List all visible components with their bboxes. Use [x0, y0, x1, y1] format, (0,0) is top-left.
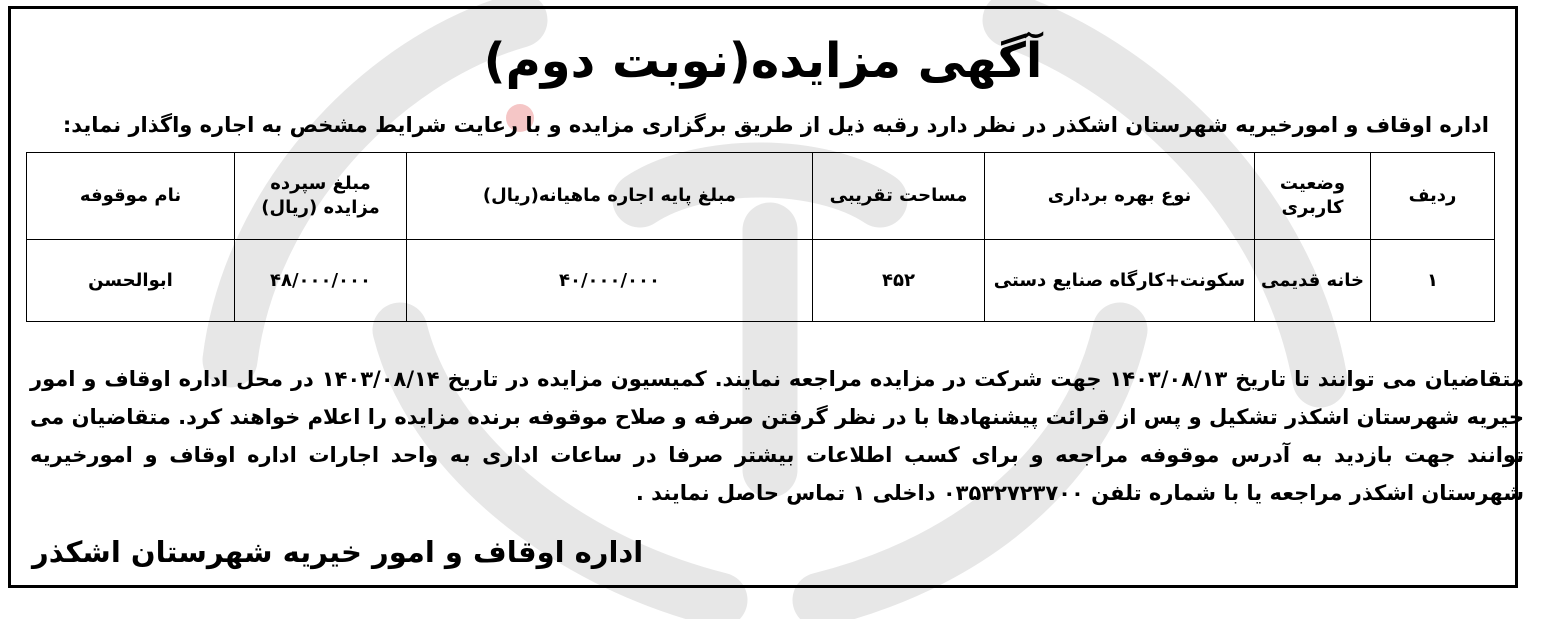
notice-body: متقاضیان می توانند تا تاریخ ۱۴۰۳/۰۸/۱۳ جهت شرکت در مزایده مراجعه نمایند. کمیسیون مزایده در تاریخ ۱۴۰۳/۰۸/۱۴ در محل اداره اوقاف و امور خیریه شهرستان اشکذر تشکیل و پس از قرائت پیشنهادها با در نظر گرفتن صرفه و صلاح موقوفه برنده مزایده را اعلام خواهند کرد. متقاضیان می توانند جهت بازدید به آدرس موقوفه مراجعه و برای کسب اطلاعات بیشتر صرفا در ساعات اداری به واحد اجارات اداره اوقاف و امورخیریه شهرستان اشکذر مراجعه یا با شماره تلفن ۰۳۵۳۲۷۲۳۷۰۰ داخلی ۱ تماس حاصل نمایند .	[30, 367, 1524, 505]
notice-intro: اداره اوقاف و امورخیریه شهرستان اشکذر در نظر دارد رقبه ذیل از طریق برگزاری مزایده و با رعایت شرایط مشخص به اجاره واگذار نماید:	[62, 113, 1489, 137]
header-usage-status: وضعیت کاربری	[1255, 153, 1371, 240]
header-utilization-type: نوع بهره برداری	[985, 153, 1255, 240]
header-endowment-name: نام موقوفه	[27, 153, 235, 240]
notice-signature: اداره اوقاف و امور خیریه شهرستان اشکذر	[32, 535, 644, 569]
notice-title: آگهی مزایده(نوبت دوم)	[483, 33, 1043, 89]
header-deposit: مبلغ سپرده مزایده (ریال)	[235, 153, 407, 240]
cell-deposit: ۴۸/۰۰۰/۰۰۰	[235, 240, 407, 322]
cell-base-rent: ۴۰/۰۰۰/۰۰۰	[407, 240, 813, 322]
cell-endowment-name: ابوالحسن	[27, 240, 235, 322]
cell-approx-area: ۴۵۲	[813, 240, 985, 322]
cell-row-number: ۱	[1371, 240, 1495, 322]
cell-usage-status: خانه قدیمی	[1255, 240, 1371, 322]
header-approx-area: مساحت تقریبی	[813, 153, 985, 240]
header-base-rent: مبلغ پایه اجاره ماهیانه(ریال)	[407, 153, 813, 240]
cell-utilization-type: سکونت+کارگاه صنایع دستی	[985, 240, 1255, 322]
notice-frame	[8, 6, 1518, 588]
header-row-number: ردیف	[1371, 153, 1495, 240]
